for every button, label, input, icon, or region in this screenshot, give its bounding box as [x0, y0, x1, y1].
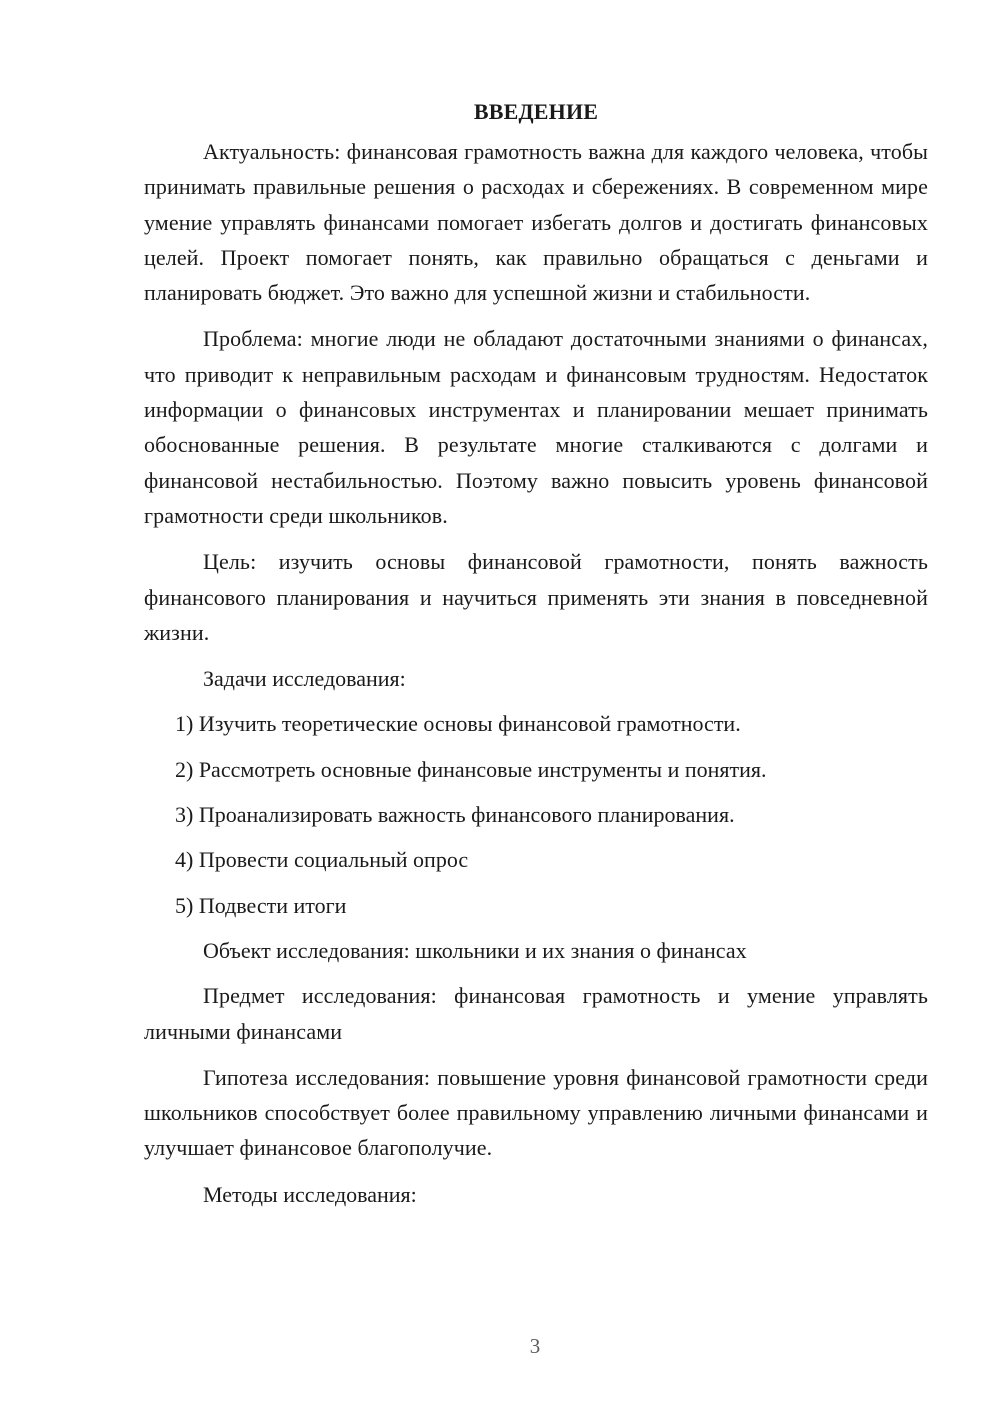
subject-paragraph: Предмет исследования: финансовая грамотность и умение управлять личными финансами [144, 983, 928, 1044]
task-item-4: 4) Провести социальный опрос [175, 847, 469, 873]
page-content [144, 94, 928, 1222]
task-item-5: 5) Подвести итоги [175, 892, 347, 918]
methods-heading: Методы исследования: [203, 1181, 417, 1207]
hypothesis-paragraph: Гипотеза исследования: повышение уровня финансовой грамотности среди школьников способствует более правильному управлению личными финансами и улучшает финансовое благополучие. [144, 1064, 928, 1161]
goal-paragraph: Цель: изучить основы финансовой грамотности, понять важность финансового планирования и научиться применять эти знания в повседневной жизни. [144, 549, 928, 645]
task-item-1: 1) Изучить теоретические основы финансовой грамотности. [175, 711, 741, 737]
problem-paragraph: Проблема: многие люди не обладают достаточными знаниями о финансах, что приводит к неправильным расходам и финансовым трудностям. Недостаток информации о финансовых инструментах и планировании мешает принимать обоснованные решения. В результате многие сталкиваются с долгами и финансовой нестабильностью. Поэтому важно повысить уровень финансовой грамотности среди школьников. [144, 326, 928, 528]
relevance-paragraph: Актуальность: финансовая грамотность важна для каждого человека, чтобы принимать правильные решения о расходах и сбережениях. В современном мире умение управлять финансами помогает избегать долгов и достигать финансовых целей. Проект помогает понять, как правильно обращаться с деньгами и планировать бюджет. Это важно для успешной жизни и стабильности. [144, 139, 928, 306]
task-item-3: 3) Проанализировать важность финансового планирования. [175, 802, 735, 828]
task-item-2: 2) Рассмотреть основные финансовые инструменты и понятия. [175, 756, 767, 782]
tasks-list [144, 706, 928, 922]
page-number: 3 [529, 1334, 541, 1358]
page-title: ВВЕДЕНИЕ [473, 99, 599, 124]
tasks-heading: Задачи исследования: [203, 666, 406, 692]
object-paragraph: Объект исследования: школьники и их знания о финансах [203, 937, 747, 963]
